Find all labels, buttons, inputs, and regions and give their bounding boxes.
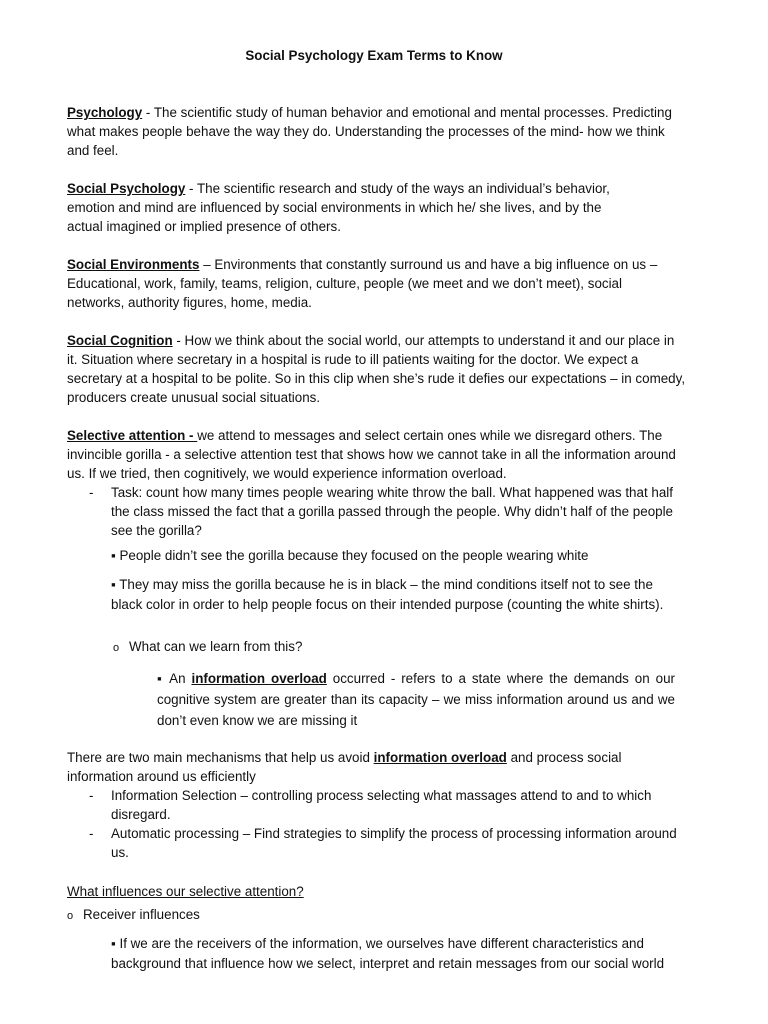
term-psychology: Psychology [67, 105, 143, 120]
social-environments-text: – Environments that constantly surround us and have a big influence on us – Educational, work, family, teams, religion, culture, people (we meet and we don’t meet), social networks, authority figures, home, media. [67, 257, 658, 310]
social-cognition-definition [67, 331, 687, 407]
circle-bullet-icon: o [67, 910, 74, 922]
gorilla-bullet-focus: ▪ People didn’t see the gorilla because they focused on the people wearing white [111, 548, 589, 563]
page-title: Social Psychology Exam Terms to Know [245, 48, 503, 63]
mechanisms-intro-a: There are two main mechanisms that help us avoid [67, 750, 374, 765]
mechanism-item-automatic [89, 824, 681, 862]
mechanisms-intro [67, 748, 647, 786]
influences-question: What influences our selective attention? [67, 884, 304, 899]
social-cognition-text: - How we think about the social world, our attempts to understand it and our place in it. Situation where secretary in a hospital is rude to ill patients waiting for the doctor. We expect a secretary at a hospital to be polite. So in this clip when she’s rude it defies our expectations – in comedy, producers create unusual social situations. [67, 333, 686, 405]
term-social-psychology: Social Psychology [67, 181, 186, 196]
learn-question-item [113, 637, 302, 658]
term-selective-attention: Selective attention - [67, 428, 198, 443]
term-social-environments: Social Environments [67, 257, 200, 272]
circle-bullet-icon: o [113, 642, 120, 654]
psychology-definition [67, 103, 687, 160]
dash-marker: - [89, 485, 94, 500]
gorilla-bullet-black: ▪ They may miss the gorilla because he is in black – the mind conditions itself not to see the black color in order to help people focus on their intended purpose (counting the white shirts). [111, 577, 664, 612]
receiver-bullet: ▪ If we are the receivers of the information, we ourselves have different characteristics and background that influence how we select, interpret and retain messages from our social world [111, 936, 665, 971]
social-environments-definition [67, 255, 667, 312]
term-information-overload: information overload [191, 671, 327, 686]
overload-prefix: ▪ An [157, 671, 192, 686]
social-psychology-text: - The scientific research and study of the ways an individual’s behavior, emotion and mind are influenced by social environments in which he/ she lives, and by the actual imagined or implied presence of others. [67, 181, 610, 234]
mechanism-item-selection [89, 786, 681, 824]
mechanism-selection-text: Information Selection – controlling process selecting what massages attend to and to which disregard. [111, 788, 652, 822]
selective-attention-text: we attend to messages and select certain ones while we disregard others. The invincible gorilla - a selective attention test that shows how we cannot take in all the information around us. If we tried, then cognitively, we would experience information overload. [67, 428, 676, 481]
dash-marker: - [89, 826, 94, 841]
mechanisms-intro-b: and process social information around us efficiently [67, 750, 622, 784]
receiver-influences-item [67, 905, 200, 926]
receiver-influences-text: Receiver influences [83, 907, 200, 922]
learn-question-text: What can we learn from this? [129, 639, 303, 654]
dash-marker: - [89, 788, 94, 803]
information-overload-bullet [157, 668, 675, 731]
psychology-text: - The scientific study of human behavior and emotional and mental processes. Predicting what makes people behave the way they do. Understanding the processes of the mind- how we think and feel. [67, 105, 672, 158]
term-information-overload-2: information overload [373, 750, 507, 765]
overload-text: occurred - refers to a state where the demands on our cognitive system are greater than its capacity – we miss information around us and we don’t even know we are missing it [157, 671, 675, 728]
term-social-cognition: Social Cognition [67, 333, 173, 348]
gorilla-task-text: Task: count how many times people wearing white throw the ball. What happened was that half the class missed the fact that a gorilla passed through the people. Why didn’t half of the people see the gorilla? [111, 485, 674, 538]
selective-attention-definition [67, 426, 687, 483]
gorilla-task-item [89, 483, 681, 540]
social-psychology-definition [67, 179, 627, 236]
mechanism-automatic-text: Automatic processing – Find strategies to simplify the process of processing information around us. [111, 826, 677, 860]
